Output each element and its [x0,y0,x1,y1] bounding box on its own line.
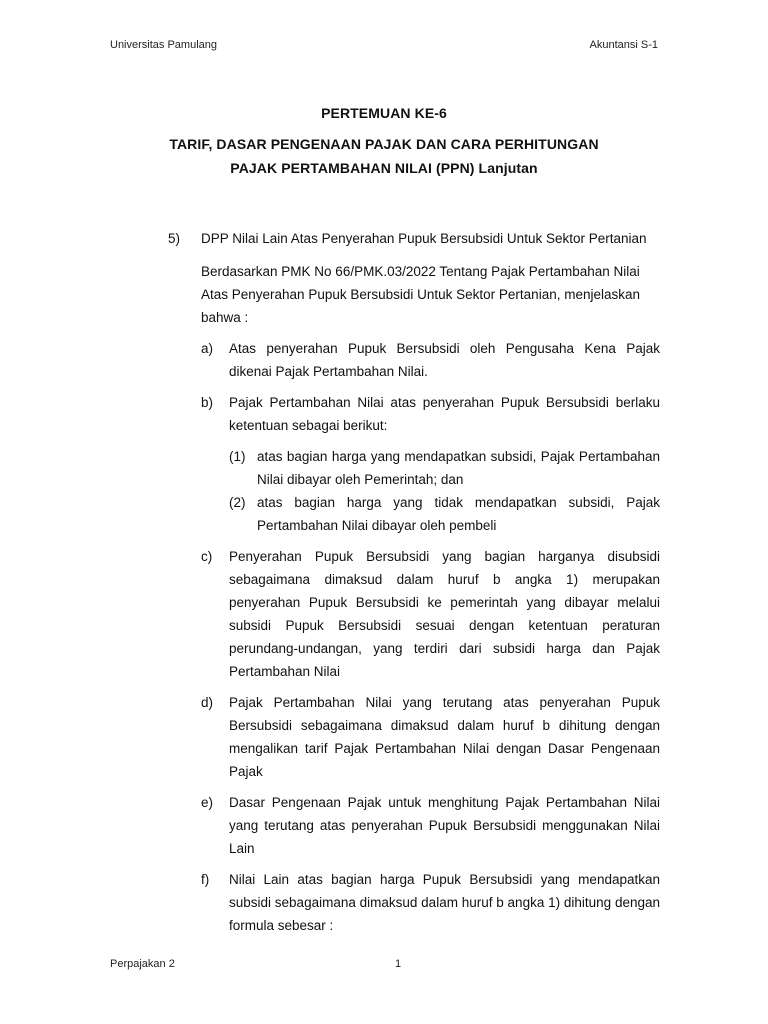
list-item-text: Dasar Pengenaan Pajak untuk menghitung Pajak Pertambahan Nilai yang terutang atas penyerahan Pupuk Bersubsidi menggunakan Nilai Lain [229,795,660,856]
sub-item-1 [229,445,660,491]
running-header-institution: Universitas Pamulang [110,39,217,51]
section-intro: Berdasarkan PMK No 66/PMK.03/2022 Tentang Pajak Pertambahan Nilai Atas Penyerahan Pupuk Bersubsidi Untuk Sektor Pertanian, menjelaskan bahwa : [201,264,641,325]
list-item-f [201,868,660,937]
list-item-e [201,791,660,860]
section-5 [168,227,660,937]
list-item-label: e) [201,795,214,810]
sub-item-text: atas bagian harga yang tidak mendapatkan subsidi, Pajak Pertambahan Nilai dibayar oleh pembeli [257,495,660,533]
list-item-label: d) [201,695,214,710]
running-header-program: Akuntansi S-1 [589,39,658,51]
list-item-label: b) [201,395,214,410]
list-item-text: Atas penyerahan Pupuk Bersubsidi oleh Pengusaha Kena Pajak dikenai Pajak Pertambahan Nilai. [229,341,660,379]
document-body [168,227,660,937]
section-heading: DPP Nilai Lain Atas Penyerahan Pupuk Bersubsidi Untuk Sektor Pertanian [201,231,647,246]
sub-list [229,445,660,537]
page-title: PERTEMUAN KE-6 [321,105,447,121]
list-item-text: Pajak Pertambahan Nilai yang terutang atas penyerahan Pupuk Bersubsidi sebagaimana dimaksud dalam huruf b dihitung dengan mengalikan tarif Pajak Pertambahan Nilai dengan Dasar Pengenaan Pajak [229,695,660,779]
list-item-d [201,691,660,783]
sub-item-label: (2) [229,495,246,510]
sub-item-text: atas bagian harga yang mendapatkan subsidi, Pajak Pertambahan Nilai dibayar oleh Pemerintah; dan [257,449,660,487]
list-item-label: c) [201,549,213,564]
page-subtitle-line-2: PAJAK PERTAMBAHAN NILAI (PPN) Lanjutan [230,160,538,176]
list-item-label: a) [201,341,214,356]
list-item-text: Penyerahan Pupuk Bersubsidi yang bagian harganya disubsidi sebagaimana dimaksud dalam huruf b angka 1) merupakan penyerahan Pupuk Bersubsidi ke pemerintah yang dibayar melalui subsidi Pupuk Bersubsidi sesuai dengan ketentuan peraturan perundang-undangan, yang terdiri dari subsidi harga dan Pajak Pertambahan Nilai [229,549,660,679]
list-item-b [201,391,660,537]
page-number: 1 [395,958,402,970]
page-subtitle-line-1: TARIF, DASAR PENGENAAN PAJAK DAN CARA PERHITUNGAN [169,136,599,152]
list-item-text: Pajak Pertambahan Nilai atas penyerahan Pupuk Bersubsidi berlaku ketentuan sebagai berikut: [229,395,660,433]
list-item-text: Nilai Lain atas bagian harga Pupuk Bersubsidi yang mendapatkan subsidi sebagaimana dimaksud dalam huruf b angka 1) dihitung dengan formula sebesar : [229,872,660,933]
list-item-label: f) [201,872,210,887]
list-item-c [201,545,660,683]
section-body [201,227,660,937]
list-item-content [229,391,660,537]
sub-item-2 [229,491,660,537]
list-item-a [201,337,660,383]
running-footer-course: Perpajakan 2 [110,958,175,970]
sub-item-label: (1) [229,449,246,464]
section-number: 5) [168,231,181,246]
